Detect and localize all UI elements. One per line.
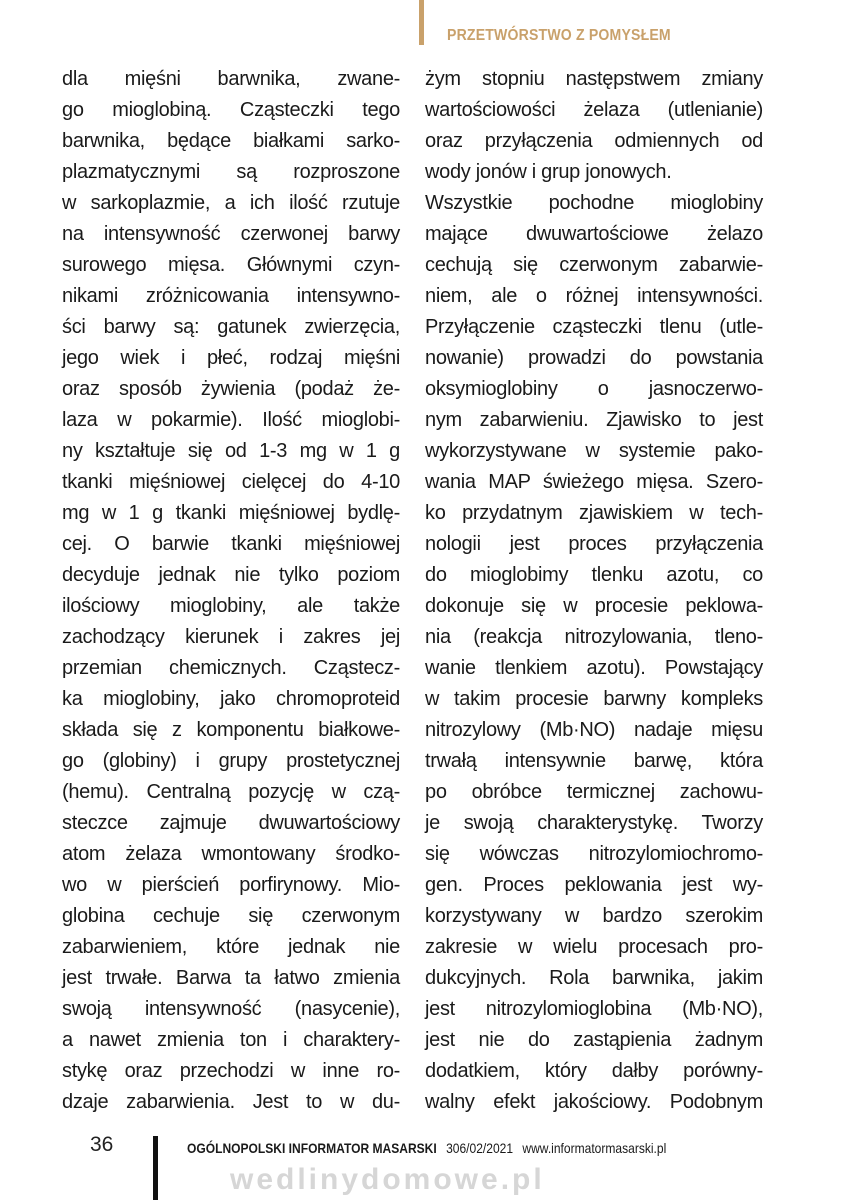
text-line: cej. O barwie tkanki mięśniowej [62,533,400,555]
text-line: się wówczas nitrozylomiochromo- [425,843,763,865]
text-line: surowego mięsa. Głównymi czyn- [62,254,400,276]
text-line: dzaje zabarwienia. Jest to w du- [62,1091,400,1113]
watermark: wedlinydomowe.pl [230,1163,545,1196]
text-line: jest trwałe. Barwa ta łatwo zmienia [62,967,400,989]
text-line: nitrozylowy (Mb·NO) nadaje mięsu [425,719,763,741]
text-column-right [425,64,763,1118]
text-line: składa się z komponentu białkowe- [62,719,400,741]
text-line: zachodzący kierunek i zakres jej [62,626,400,648]
text-line: wody jonów i grup jonowych. [425,161,672,183]
text-line: przemian chemicznych. Cząstecz- [62,657,400,679]
text-line: jego wiek i płeć, rodzaj mięśni [62,347,400,369]
text-line: w sarkoplazmie, a ich ilość rzutuje [62,192,400,214]
page-number: 36 [90,1133,114,1156]
website-link[interactable]: www.informatormasarski.pl [522,1140,667,1156]
text-line: ka mioglobiny, jako chromoproteid [62,688,400,710]
text-line: oraz sposób żywienia (podaż że- [62,378,400,400]
text-line: mg w 1 g tkanki mięśniowej bydlę- [62,502,400,524]
text-line: Przyłączenie cząsteczki tlenu (utle- [425,316,763,338]
text-line: go (globiny) i grupy prostetycznej [62,750,400,772]
text-line: korzystywany w bardzo szerokim [425,905,763,927]
text-line: nym zabarwieniu. Zjawisko to jest [425,409,763,431]
text-line: oksymioglobiny o jasnoczerwo- [425,378,763,400]
text-line: trwałą intensywnie barwę, która [425,750,763,772]
text-line: dokonuje się w procesie peklowa- [425,595,763,617]
text-line: atom żelaza wmontowany środko- [62,843,400,865]
text-line: plazmatycznymi są rozproszone [62,161,400,183]
magazine-name: OGÓLNOPOLSKI INFORMATOR MASARSKI [187,1140,437,1156]
text-line: walny efekt jakościowy. Podobnym [425,1091,763,1113]
text-line: niem, ale o różnej intensywności. [425,285,763,307]
text-line: zabarwieniem, które jednak nie [62,936,400,958]
text-column-left [62,64,400,1118]
header-accent-bar [419,0,424,45]
text-line: dodatkiem, który dałby porówny- [425,1060,763,1082]
text-line: swoją intensywność (nasycenie), [62,998,400,1020]
text-line: wartościowości żelaza (utlenianie) [425,99,763,121]
text-line: cechują się czerwonym zabarwie- [425,254,763,276]
text-line: żym stopniu następstwem zmiany [425,68,763,90]
text-line: nowanie) prowadzi do powstania [425,347,763,369]
text-line: decyduje jednak nie tylko poziom [62,564,400,586]
text-line: zakresie w wielu procesach pro- [425,936,763,958]
issue-number: 306/02/2021 [446,1140,514,1156]
text-line: wykorzystywane w systemie pako- [425,440,763,462]
text-line: mające dwuwartościowe żelazo [425,223,763,245]
text-line: nia (reakcja nitrozylowania, tleno- [425,626,763,648]
text-line: je swoją charakterystykę. Tworzy [425,812,763,834]
text-line: dla mięśni barwnika, zwane- [62,68,400,90]
footer-divider [153,1136,158,1200]
text-line: po obróbce termicznej zachowu- [425,781,763,803]
text-line: jest nitrozylomioglobina (Mb·NO), [425,998,763,1020]
text-line: ilościowy mioglobiny, ale także [62,595,400,617]
text-line: (hemu). Centralną pozycję w czą- [62,781,400,803]
text-line: wo w pierścień porfirynowy. Mio- [62,874,400,896]
text-line: w takim procesie barwny kompleks [425,688,763,710]
text-line: nologii jest proces przyłączenia [425,533,763,555]
section-title: PRZETWÓRSTWO Z POMYSŁEM [447,27,671,44]
text-line: go mioglobiną. Cząsteczki tego [62,99,400,121]
text-line: jest nie do zastąpienia żadnym [425,1029,763,1051]
text-line: globina cechuje się czerwonym [62,905,400,927]
text-line: nikami zróżnicowania intensywno- [62,285,400,307]
text-line: barwnika, będące białkami sarko- [62,130,400,152]
text-line: Wszystkie pochodne mioglobiny [425,192,763,214]
text-line: gen. Proces peklowania jest wy- [425,874,763,896]
footer [187,1139,672,1157]
text-line: oraz przyłączenia odmiennych od [425,130,763,152]
text-line: do mioglobimy tlenku azotu, co [425,564,763,586]
text-line: wanie tlenkiem azotu). Powstający [425,657,763,679]
text-line: stykę oraz przechodzi w inne ro- [62,1060,400,1082]
text-line: ści barwy są: gatunek zwierzęcia, [62,316,400,338]
text-line: laza w pokarmie). Ilość mioglobi- [62,409,400,431]
text-line: dukcyjnych. Rola barwnika, jakim [425,967,763,989]
text-line: steczce zajmuje dwuwartościowy [62,812,400,834]
text-line: na intensywność czerwonej barwy [62,223,400,245]
text-line: ny kształtuje się od 1-3 mg w 1 g [62,440,400,462]
text-line: wania MAP świeżego mięsa. Szero- [425,471,763,493]
text-line: tkanki mięśniowej cielęcej do 4-10 [62,471,400,493]
text-line: ko przydatnym zjawiskiem w tech- [425,502,763,524]
text-line: a nawet zmienia ton i charaktery- [62,1029,400,1051]
